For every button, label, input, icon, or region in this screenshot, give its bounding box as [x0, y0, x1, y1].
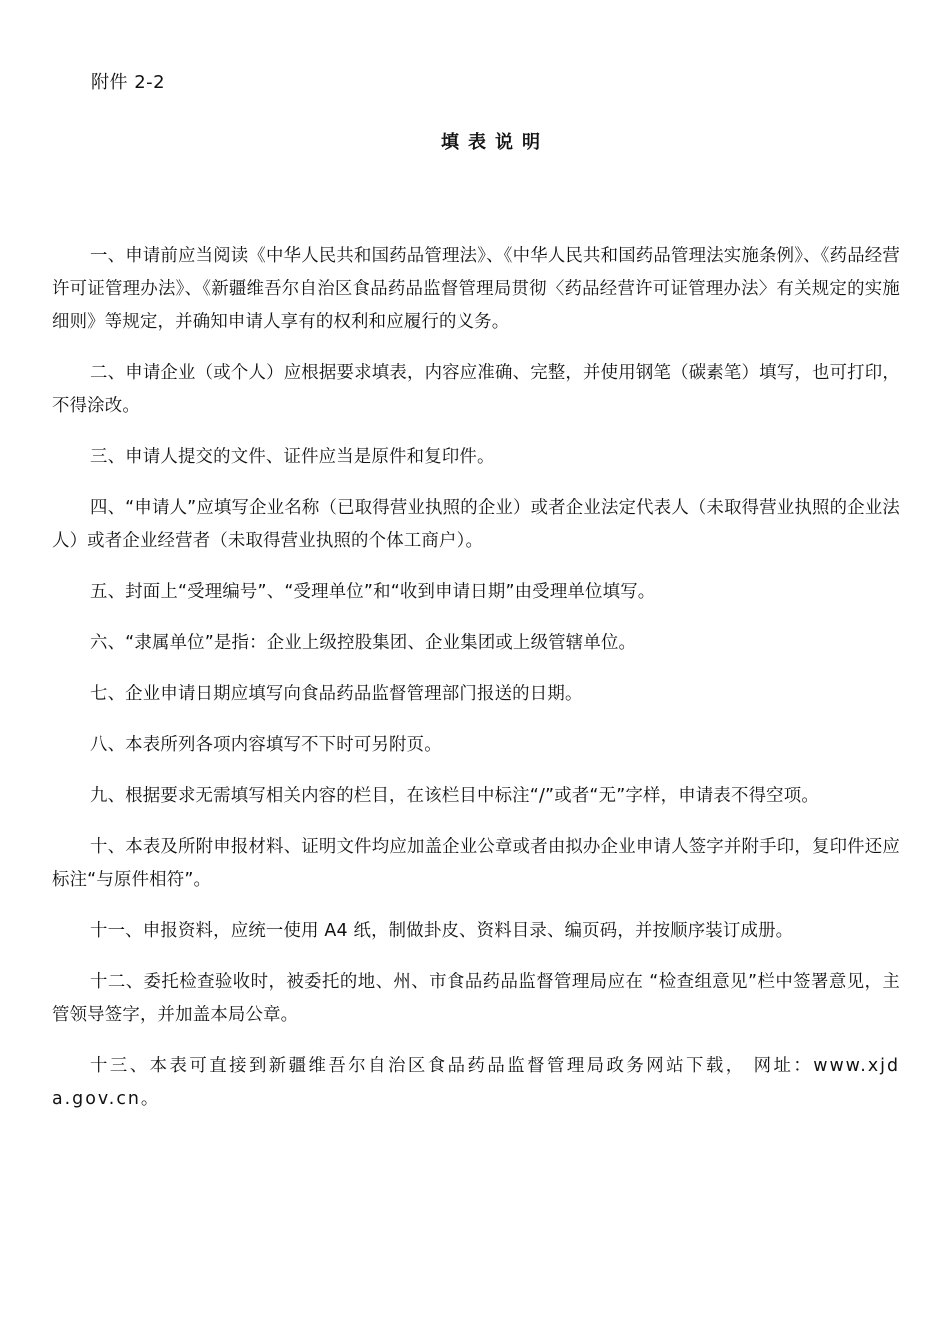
instruction-paragraph-10: 十、本表及所附申报材料、证明文件均应加盖企业公章或者由拟办企业申请人签字并附手印，复印件还应标注“与原件相符”。: [52, 837, 900, 890]
instruction-paragraph-7: 七、企业申请日期应填写向食品药品监督管理部门报送的日期。: [90, 684, 583, 704]
attachment-label: 附件 2-2: [91, 72, 166, 93]
instruction-paragraph-6: 六、“隶属单位”是指：企业上级控股集团、企业集团或上级管辖单位。: [90, 633, 637, 653]
instruction-paragraph-4: 四、“申请人”应填写企业名称（已取得营业执照的企业）或者企业法定代表人（未取得营业执照的企业法人）或者企业经营者（未取得营业执照的个体工商户）。: [52, 498, 901, 551]
instructions-body: [52, 240, 900, 1134]
instruction-paragraph-5: 五、封面上“受理编号”、“受理单位”和“收到申请日期”由受理单位填写。: [90, 582, 656, 602]
instruction-paragraph-3: 三、申请人提交的文件、证件应当是原件和复印件。: [90, 447, 495, 467]
instruction-paragraph-1: 一、申请前应当阅读《中华人民共和国药品管理法》、《中华人民共和国药品管理法实施条例》、《药品经营许可证管理办法》、《新疆维吾尔自治区食品药品监督管理局贯彻〈药品经营许可证管理办法〉有关规定的实施细则》等规定，并确知申请人享有的权利和应履行的义务。: [52, 246, 900, 332]
instruction-paragraph-9: 九、根据要求无需填写相关内容的栏目，在该栏目中标注“/”或者“无”字样，申请表不得空项。: [90, 786, 819, 806]
instruction-paragraph-8: 八、本表所列各项内容填写不下时可另附页。: [90, 735, 442, 755]
page-title: 填表说明: [441, 132, 549, 153]
instruction-paragraph-13: 十三、本表可直接到新疆维吾尔自治区食品药品监督管理局政务网站下载， 网址：www.xjda.gov.cn。: [52, 1056, 900, 1109]
instruction-paragraph-2: 二、申请企业（或个人）应根据要求填表，内容应准确、完整，并使用钢笔（碳素笔）填写，也可打印，不得涂改。: [52, 363, 900, 416]
instruction-paragraph-11: 十一、申报资料，应统一使用 A4 纸，制做卦皮、资料目录、编页码，并按顺序装订成册。: [90, 921, 794, 941]
instruction-paragraph-12: 十二、委托检查验收时，被委托的地、州、市食品药品监督管理局应在 “检查组意见”栏中签署意见，主管领导签字，并加盖本局公章。: [52, 972, 900, 1025]
